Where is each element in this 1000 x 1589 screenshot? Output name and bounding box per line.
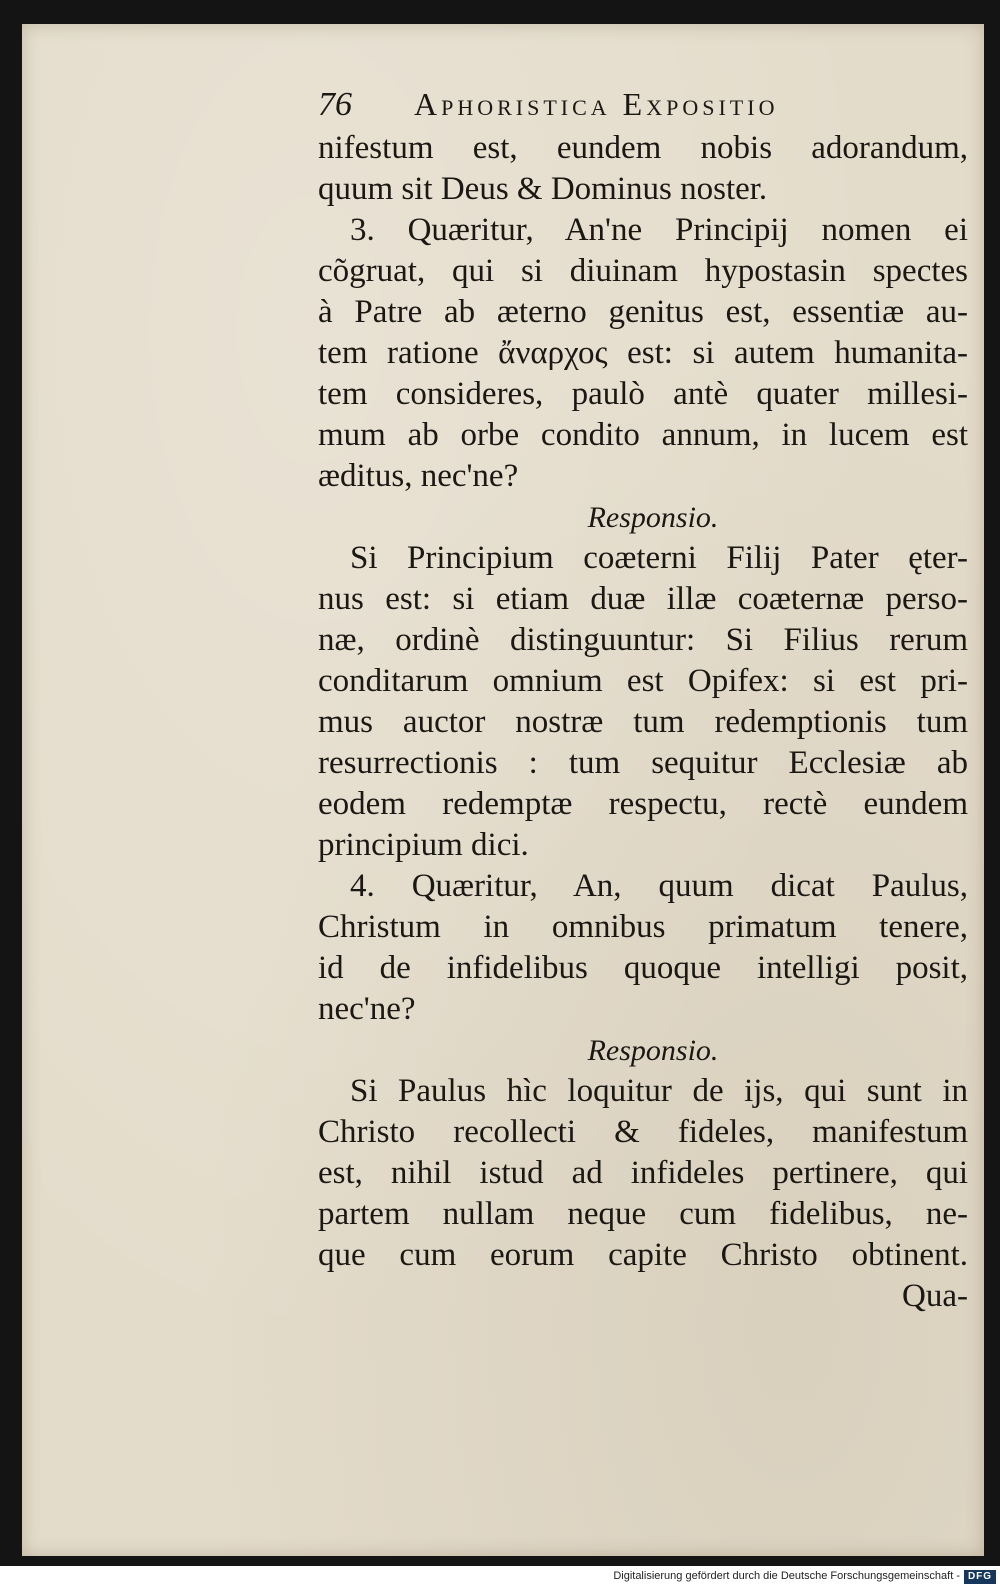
- text-line: tem ratione ἄναρχος est: si autem humanita-: [318, 335, 968, 371]
- page-number: 76: [318, 86, 352, 123]
- footer-bar: [0, 1566, 1000, 1589]
- text-line: nec'ne?: [318, 991, 416, 1027]
- text-line: cõgruat, qui si diuinam hypostasin spectes: [318, 253, 968, 289]
- text-line: 4. Quæritur, An, quum dicat Paulus,: [350, 868, 968, 904]
- text-line: eodem redemptæ respectu, rectè eundem: [318, 786, 968, 822]
- running-head: Aphoristica Expositio: [414, 86, 779, 122]
- text-line: à Patre ab æterno genitus est, essentiæ au-: [318, 294, 968, 330]
- text-line: resurrectionis : tum sequitur Ecclesiæ ab: [318, 745, 968, 781]
- text-line: quum sit Deus & Dominus noster.: [318, 171, 768, 207]
- text-line: que cum eorum capite Christo obtinent.: [318, 1237, 968, 1273]
- dfg-logo: DFG: [964, 1570, 996, 1584]
- text-line: Si Principium coæterni Filij Pater ęter-: [350, 540, 968, 576]
- text-line: Christum in omnibus primatum tenere,: [318, 909, 968, 945]
- page-header: [318, 86, 968, 128]
- funding-credit: Digitalisierung gefördert durch die Deutsche Forschungsgemeinschaft -: [613, 1570, 960, 1582]
- text-line: tem consideres, paulò antè quater millesi-: [318, 376, 968, 412]
- text-line: næ, ordinè distinguuntur: Si Filius rerum: [318, 622, 968, 658]
- text-line: mus auctor nostræ tum redemptionis tum: [318, 704, 968, 740]
- text-line: nifestum est, eundem nobis adorandum,: [318, 130, 968, 166]
- body-text: [318, 128, 968, 1276]
- text-line: mum ab orbe condito annum, in lucem est: [318, 417, 968, 453]
- text-line: est, nihil istud ad infideles pertinere, qui: [318, 1155, 968, 1191]
- catchword: Qua-: [902, 1278, 968, 1314]
- section-heading: Responsio.: [587, 501, 719, 534]
- section-heading: Responsio.: [587, 1034, 719, 1067]
- text-line: id de infidelibus quoque intelligi posit,: [318, 950, 968, 986]
- text-line: Si Paulus hìc loquitur de ijs, qui sunt in: [350, 1073, 968, 1109]
- text-block: [318, 86, 968, 1317]
- text-line: nus est: si etiam duæ illæ coæternæ perso-: [318, 581, 968, 617]
- text-line: conditarum omnium est Opifex: si est pri-: [318, 663, 968, 699]
- text-line: Christo recollecti & fideles, manifestum: [318, 1114, 968, 1150]
- text-line: principium dici.: [318, 827, 529, 863]
- text-line: 3. Quæritur, An'ne Principij nomen ei: [350, 212, 968, 248]
- text-line: partem nullam neque cum fidelibus, ne-: [318, 1196, 968, 1232]
- text-line: æditus, nec'ne?: [318, 458, 519, 494]
